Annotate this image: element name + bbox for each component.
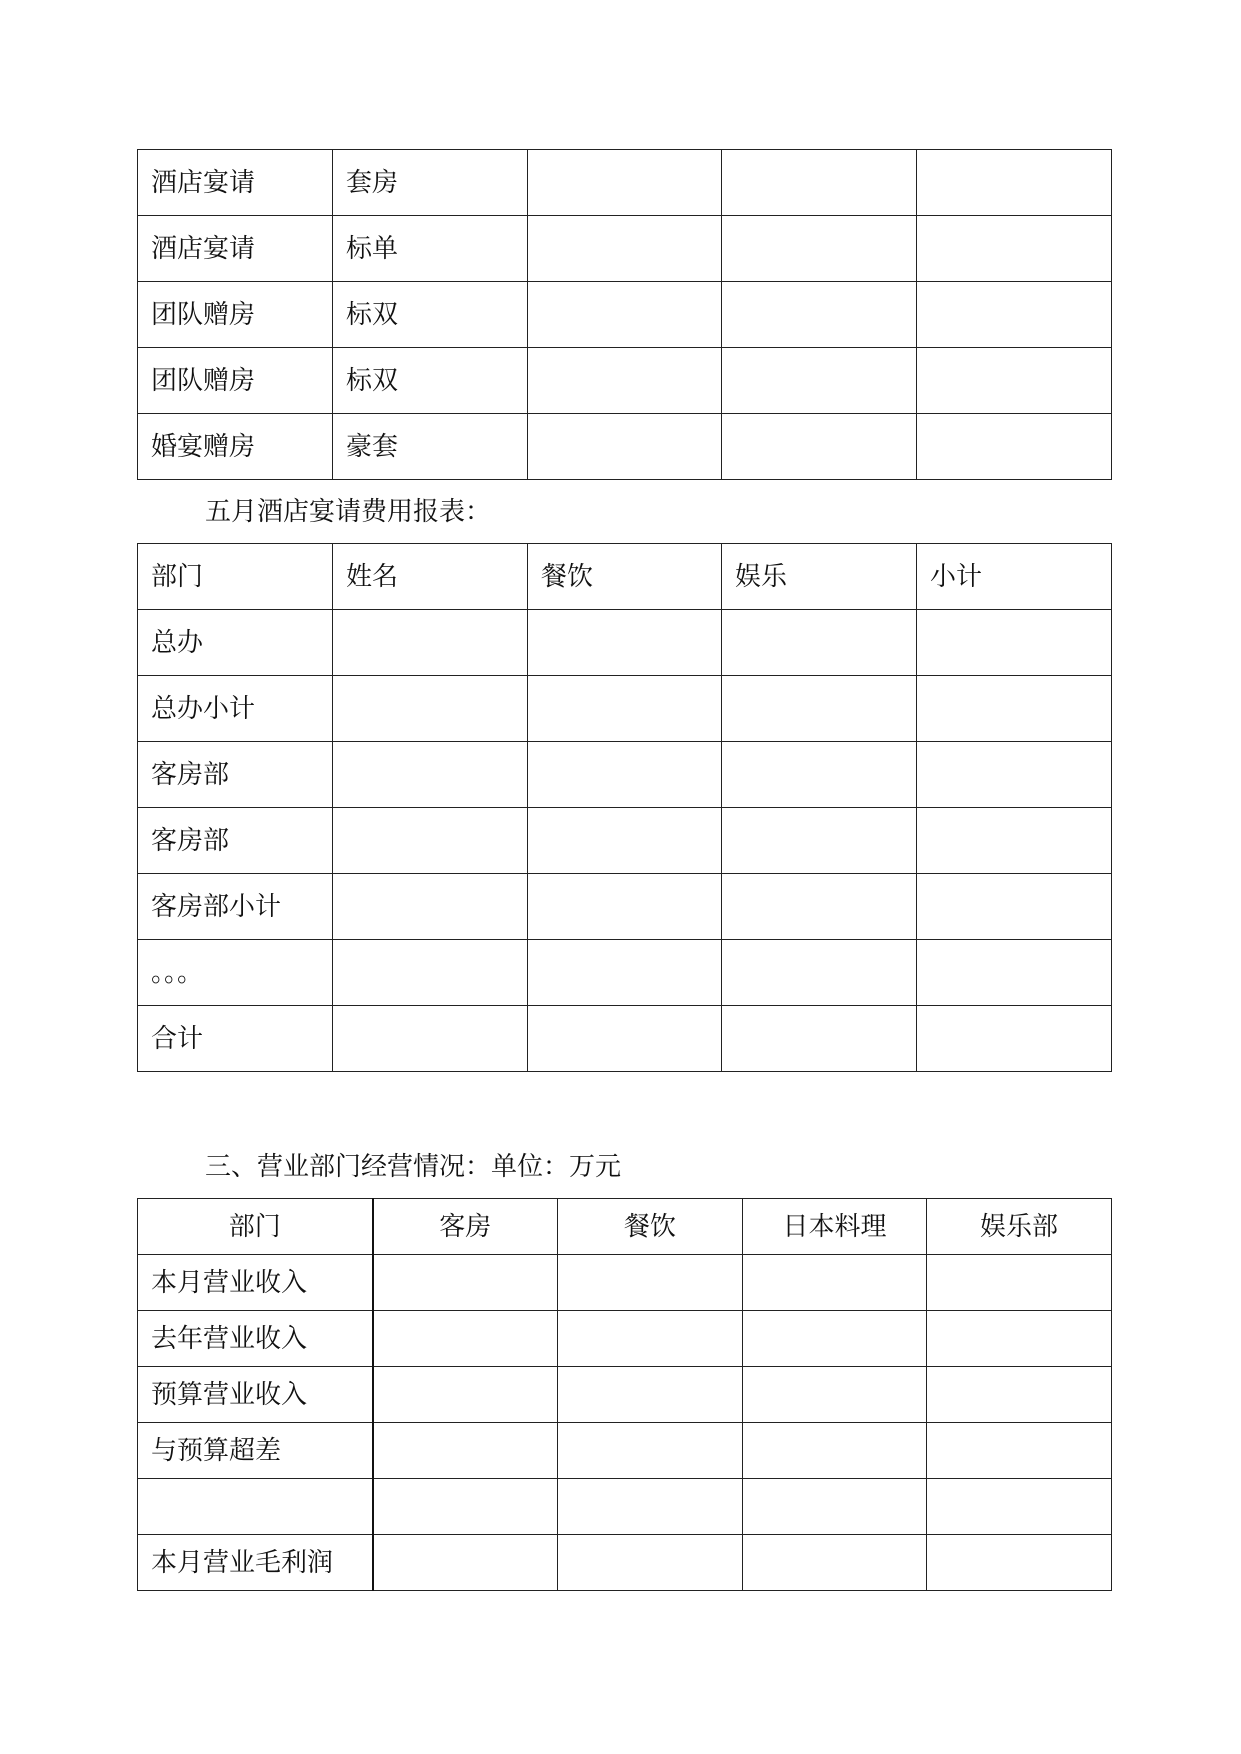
empty-cell xyxy=(558,1423,743,1479)
header-row xyxy=(138,544,1112,610)
header-rooms: 客房 xyxy=(373,1199,558,1255)
empty-cell xyxy=(917,808,1112,874)
empty-cell xyxy=(528,742,722,808)
department-cell: 客房部 xyxy=(138,808,333,874)
header-entertainment-dept: 娱乐部 xyxy=(927,1199,1112,1255)
empty-cell xyxy=(558,1255,743,1311)
empty-cell xyxy=(558,1367,743,1423)
empty-cell xyxy=(722,676,917,742)
banquet-report-caption: 五月酒店宴请费用报表： xyxy=(205,497,492,527)
empty-cell xyxy=(927,1535,1112,1591)
empty-cell xyxy=(722,808,917,874)
room-type-cell: 标双 xyxy=(333,348,528,414)
empty-cell xyxy=(917,874,1112,940)
empty-cell xyxy=(917,348,1112,414)
empty-cell xyxy=(558,1479,743,1535)
empty-cell xyxy=(333,808,528,874)
header-dining: 餐饮 xyxy=(558,1199,743,1255)
empty-cell xyxy=(722,940,917,1006)
empty-cell xyxy=(722,150,917,216)
empty-cell xyxy=(917,676,1112,742)
empty-cell xyxy=(333,1006,528,1072)
empty-cell xyxy=(528,808,722,874)
empty-cell xyxy=(722,282,917,348)
empty-cell xyxy=(558,1311,743,1367)
metric-cell: 去年营业收入 xyxy=(138,1311,373,1367)
empty-cell xyxy=(333,742,528,808)
header-japanese-cuisine: 日本料理 xyxy=(743,1199,927,1255)
category-cell: 婚宴赠房 xyxy=(138,414,333,480)
empty-cell xyxy=(373,1479,558,1535)
empty-cell xyxy=(722,216,917,282)
table-row xyxy=(138,282,1112,348)
department-cell: 合计 xyxy=(138,1006,333,1072)
table-row xyxy=(138,874,1112,940)
table-row xyxy=(138,676,1112,742)
empty-cell xyxy=(528,874,722,940)
empty-cell xyxy=(743,1423,927,1479)
metric-cell: 与预算超差 xyxy=(138,1423,373,1479)
table-row xyxy=(138,1255,1112,1311)
header-name: 姓名 xyxy=(333,544,528,610)
empty-cell xyxy=(917,216,1112,282)
empty-cell xyxy=(373,1423,558,1479)
department-cell: 总办 xyxy=(138,610,333,676)
empty-cell xyxy=(528,940,722,1006)
empty-cell xyxy=(528,348,722,414)
empty-cell xyxy=(917,742,1112,808)
table-row xyxy=(138,940,1112,1006)
empty-cell xyxy=(927,1367,1112,1423)
empty-cell xyxy=(333,610,528,676)
empty-cell xyxy=(722,414,917,480)
category-cell: 团队赠房 xyxy=(138,282,333,348)
department-cell: 。。。 xyxy=(138,940,333,1006)
empty-cell xyxy=(743,1479,927,1535)
empty-cell xyxy=(333,676,528,742)
empty-cell xyxy=(743,1367,927,1423)
empty-cell xyxy=(927,1423,1112,1479)
category-cell: 酒店宴请 xyxy=(138,150,333,216)
room-type-cell: 标双 xyxy=(333,282,528,348)
empty-cell xyxy=(743,1311,927,1367)
table-row xyxy=(138,414,1112,480)
department-cell: 总办小计 xyxy=(138,676,333,742)
header-row xyxy=(138,1199,1112,1255)
table-row xyxy=(138,1479,1112,1535)
empty-cell xyxy=(333,940,528,1006)
empty-cell xyxy=(528,414,722,480)
table-row xyxy=(138,1535,1112,1591)
category-cell: 团队赠房 xyxy=(138,348,333,414)
category-cell: 酒店宴请 xyxy=(138,216,333,282)
empty-cell xyxy=(927,1255,1112,1311)
empty-cell xyxy=(917,610,1112,676)
empty-cell xyxy=(722,610,917,676)
metric-cell: 预算营业收入 xyxy=(138,1367,373,1423)
table-row xyxy=(138,808,1112,874)
business-operations-table xyxy=(137,1198,1112,1591)
header-entertainment: 娱乐 xyxy=(722,544,917,610)
department-cell: 客房部 xyxy=(138,742,333,808)
empty-cell xyxy=(917,414,1112,480)
empty-cell xyxy=(743,1535,927,1591)
empty-cell xyxy=(528,216,722,282)
empty-cell xyxy=(927,1479,1112,1535)
metric-cell xyxy=(138,1479,373,1535)
empty-cell xyxy=(917,150,1112,216)
room-type-cell: 标单 xyxy=(333,216,528,282)
empty-cell xyxy=(722,348,917,414)
metric-cell: 本月营业收入 xyxy=(138,1255,373,1311)
empty-cell xyxy=(528,282,722,348)
empty-cell xyxy=(722,742,917,808)
metric-cell: 本月营业毛利润 xyxy=(138,1535,373,1591)
empty-cell xyxy=(373,1255,558,1311)
empty-cell xyxy=(917,282,1112,348)
empty-cell xyxy=(722,874,917,940)
table-row xyxy=(138,742,1112,808)
empty-cell xyxy=(333,874,528,940)
empty-cell xyxy=(373,1535,558,1591)
empty-cell xyxy=(528,1006,722,1072)
header-department: 部门 xyxy=(138,1199,373,1255)
room-type-cell: 套房 xyxy=(333,150,528,216)
header-subtotal: 小计 xyxy=(917,544,1112,610)
empty-cell xyxy=(917,940,1112,1006)
table-row xyxy=(138,1423,1112,1479)
header-dining: 餐饮 xyxy=(528,544,722,610)
empty-cell xyxy=(722,1006,917,1072)
empty-cell xyxy=(743,1255,927,1311)
table-row xyxy=(138,610,1112,676)
business-section-caption: 三、营业部门经营情况：单位：万元 xyxy=(205,1152,622,1182)
department-cell: 客房部小计 xyxy=(138,874,333,940)
table-row xyxy=(138,348,1112,414)
empty-cell xyxy=(558,1535,743,1591)
empty-cell xyxy=(927,1311,1112,1367)
table-row xyxy=(138,150,1112,216)
table-row xyxy=(138,1367,1112,1423)
empty-cell xyxy=(373,1367,558,1423)
empty-cell xyxy=(528,150,722,216)
empty-cell xyxy=(917,1006,1112,1072)
empty-cell xyxy=(373,1311,558,1367)
table-row xyxy=(138,1006,1112,1072)
banquet-expense-table xyxy=(137,543,1112,1072)
header-department: 部门 xyxy=(138,544,333,610)
table-row xyxy=(138,216,1112,282)
table-row xyxy=(138,1311,1112,1367)
empty-cell xyxy=(528,676,722,742)
empty-cell xyxy=(528,610,722,676)
room-allocation-table xyxy=(137,149,1112,480)
room-type-cell: 豪套 xyxy=(333,414,528,480)
